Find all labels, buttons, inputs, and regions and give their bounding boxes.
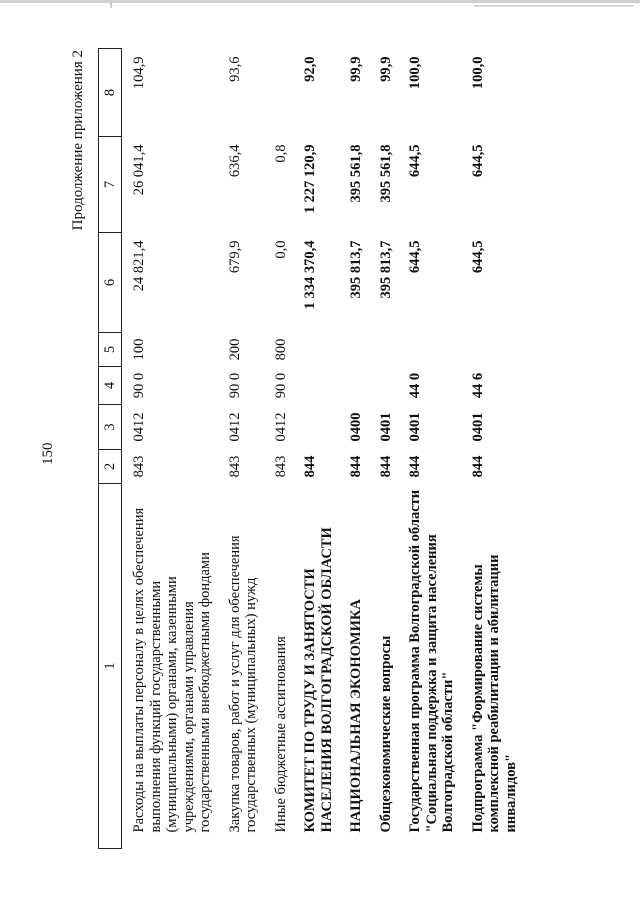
row-label: НАЦИОНАЛЬНАЯ ЭКОНОМИКА <box>348 599 364 833</box>
row-cell-c7: 644,5 <box>407 144 423 178</box>
row-cell-c4 <box>369 367 399 405</box>
row-cell-c5 <box>339 333 369 367</box>
row-cell-c8: 100,0 <box>469 56 486 90</box>
row-label: Государственная программа Волгоградской области "Социальная поддержка и защита населения Волгоградской области" <box>407 489 456 833</box>
header-cell: 5 <box>99 333 122 367</box>
continuation-label: Продолжение приложения 2 <box>70 50 86 231</box>
row-cell-c4: 44 6 <box>469 372 486 399</box>
row-cell-c4: 90 0 <box>272 372 289 399</box>
header-cell: 3 <box>99 405 122 450</box>
row-cell-c8: 99,9 <box>348 56 364 82</box>
table-row <box>398 49 461 849</box>
table-row <box>122 49 218 849</box>
row-cell-c4: 90 0 <box>226 372 243 399</box>
row-cell-c7: 644,5 <box>469 144 486 178</box>
row-cell-c8: 99,9 <box>377 56 394 82</box>
row-cell-c5: 100 <box>131 338 147 361</box>
row-label: Расходы на выплаты персоналу в целях обеспечения выполнения функций государственными (муниципальными) органами, казенными учреждениями, органами управления государственными внебюджетными фондами <box>131 507 213 833</box>
row-cell-c2: 844 <box>469 455 486 478</box>
table-row <box>369 49 399 849</box>
row-cell-c3: 0400 <box>348 412 364 442</box>
row-cell-c4 <box>339 367 369 405</box>
row-cell-c7: 636,4 <box>226 144 243 178</box>
table-row <box>218 49 264 849</box>
table-row <box>461 49 524 849</box>
row-cell-c3: 0401 <box>377 412 394 442</box>
row-cell-c2: 844 <box>377 455 394 478</box>
page-number: 150 <box>40 442 56 465</box>
table-row <box>293 49 339 849</box>
row-label: КОМИТЕТ ПО ТРУДУ И ЗАНЯТОСТИ НАСЕЛЕНИЯ ВОЛГОГРАДСКОЙ ОБЛАСТИ <box>302 527 335 833</box>
row-cell-c7: 395 561,8 <box>348 144 364 203</box>
row-cell-c6: 395 813,7 <box>377 240 394 299</box>
row-cell-c8: 104,9 <box>131 56 147 90</box>
row-cell-c3: 0412 <box>226 412 243 442</box>
row-cell-c4 <box>293 367 339 405</box>
header-cell: 2 <box>99 450 122 484</box>
row-cell-c6: 679,9 <box>226 240 243 274</box>
row-cell-c2: 843 <box>226 455 243 478</box>
row-cell-c2: 844 <box>348 455 364 478</box>
row-label: Закупка товаров, работ и услуг для обеспечения государственных (муниципальных) нужд <box>226 535 259 833</box>
budget-table <box>98 48 523 849</box>
row-cell-c3 <box>293 405 339 450</box>
row-label: Иные бюджетные ассигнования <box>272 636 289 833</box>
row-label: Подпрограмма "Формирование системы комплексной реабилитации и абилитации инвалидов" <box>469 554 519 833</box>
row-cell-c7: 395 561,8 <box>377 144 394 203</box>
row-cell-c3: 0412 <box>131 412 147 442</box>
header-cell: 6 <box>99 233 122 333</box>
row-cell-c6: 1 334 370,4 <box>302 240 318 310</box>
header-cell: 8 <box>99 49 122 137</box>
row-cell-c5: 200 <box>226 338 243 361</box>
row-cell-c5 <box>293 333 339 367</box>
header-cell: 1 <box>99 484 122 849</box>
table-row <box>339 49 369 849</box>
row-cell-c6: 644,5 <box>469 240 486 274</box>
row-cell-c3: 0401 <box>469 412 486 442</box>
row-cell-c6: 644,5 <box>407 240 423 274</box>
row-cell-c4: 90 0 <box>131 372 147 399</box>
header-cell: 4 <box>99 367 122 405</box>
table-body <box>122 49 524 849</box>
row-cell-c5: 800 <box>272 338 289 361</box>
row-cell-c3: 0401 <box>407 412 423 442</box>
row-cell-c6: 0,0 <box>272 240 289 259</box>
row-cell-c5 <box>461 333 524 367</box>
row-cell-c7: 26 041,4 <box>131 144 147 196</box>
row-cell-c2: 844 <box>407 455 423 478</box>
row-cell-c2: 844 <box>302 455 318 478</box>
row-cell-c8: 93,6 <box>226 56 243 82</box>
row-cell-c3: 0412 <box>272 412 289 442</box>
row-label: Общеэкономические вопросы <box>377 635 394 833</box>
row-cell-c5 <box>398 333 461 367</box>
row-cell-c7: 0,8 <box>272 144 289 163</box>
row-cell-c7: 1 227 120,9 <box>302 144 318 214</box>
row-cell-c5 <box>369 333 399 367</box>
row-cell-c2: 843 <box>272 455 289 478</box>
row-cell-c6: 24 821,4 <box>131 240 147 292</box>
header-cell: 7 <box>99 137 122 233</box>
row-cell-c8: 100,0 <box>407 56 423 90</box>
row-cell-c4: 44 0 <box>407 372 423 399</box>
row-cell-c8: 92,0 <box>302 56 318 82</box>
header-row <box>99 49 122 849</box>
row-cell-c6: 395 813,7 <box>348 240 364 299</box>
row-cell-c8 <box>264 49 294 137</box>
row-cell-c2: 843 <box>131 455 147 478</box>
table-row <box>264 49 294 849</box>
